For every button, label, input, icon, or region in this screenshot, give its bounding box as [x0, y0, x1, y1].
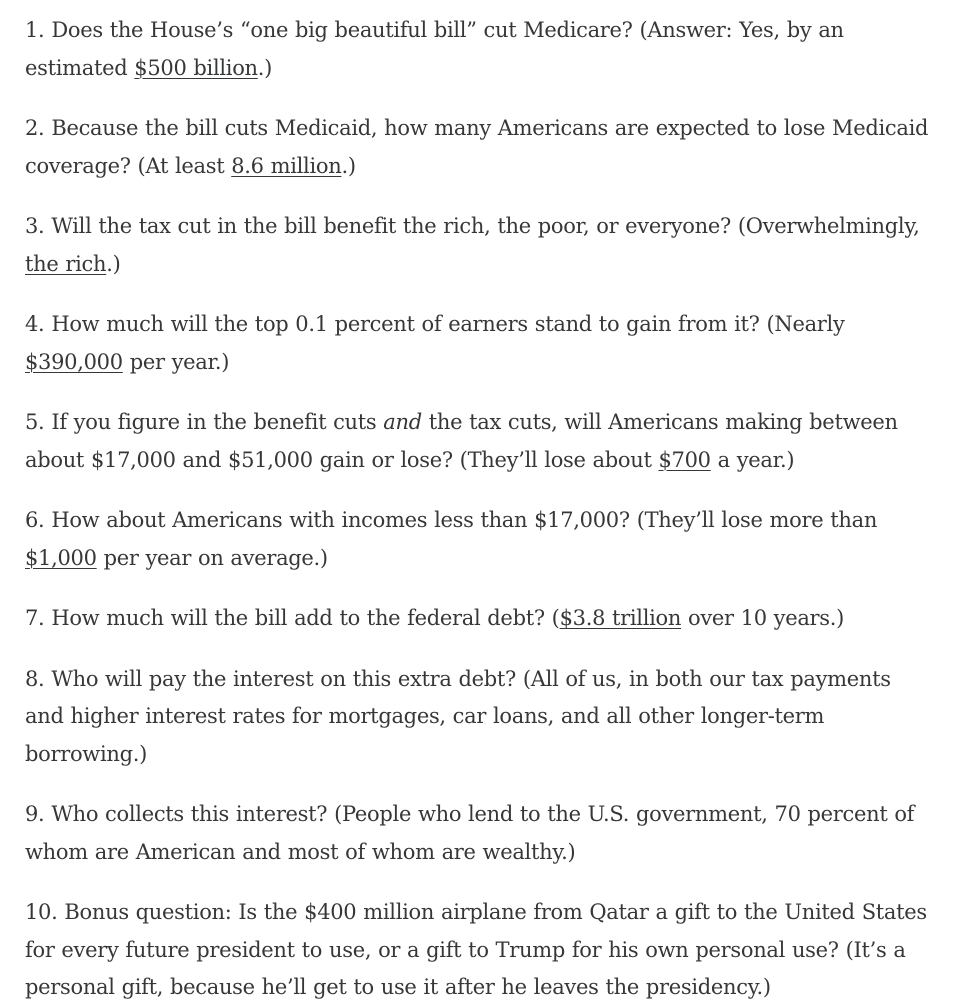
question-number: 3.	[25, 214, 45, 238]
question-number: 10.	[25, 900, 58, 924]
question-text: Does the House’s “one big beautiful bill” cut Medicare? (Answer: Yes, by an estimated	[25, 18, 844, 80]
question-7	[25, 600, 930, 638]
question-number: 2.	[25, 116, 45, 140]
question-1	[25, 12, 930, 87]
question-text: Who will pay the interest on this extra debt? (All of us, in both our tax payments and higher interest rates for mortgages, car loans, and all other longer-term borrowing.)	[25, 666, 891, 766]
question-text: Will the tax cut in the bill benefit the rich, the poor, or everyone? (Overwhelmingly,	[51, 214, 920, 238]
emphasis-text: and	[383, 410, 422, 434]
question-5	[25, 404, 930, 479]
question-text: If you figure in the benefit cuts	[51, 410, 384, 434]
question-text-end: .)	[257, 55, 273, 80]
question-9	[25, 796, 930, 871]
question-number: 7.	[25, 606, 45, 630]
question-number: 9.	[25, 802, 45, 826]
question-2	[25, 110, 930, 185]
source-link-390000[interactable]: $390,000	[25, 349, 123, 374]
question-number: 8.	[25, 666, 45, 691]
question-text: Bonus question: Is the $400 million airplane from Qatar a gift to the United States for every future president to use, or a gift to Trump for his own personal use? (It’s a personal gift, because he’ll get to use it after he leaves the presidency.)	[25, 900, 927, 999]
source-link-500-billion[interactable]: $500 billion	[134, 55, 258, 80]
source-link-the-rich[interactable]: the rich	[25, 251, 107, 276]
question-text-end: per year on average.)	[96, 545, 328, 570]
question-text-end: per year.)	[122, 349, 230, 374]
question-text-end: .)	[106, 251, 121, 276]
question-text-end: a year.)	[710, 447, 795, 472]
question-number: 4.	[25, 312, 45, 336]
source-link-700[interactable]: $700	[658, 447, 711, 472]
question-8	[25, 661, 930, 774]
question-10	[25, 894, 930, 1007]
question-text: How much will the top 0.1 percent of earners stand to gain from it? (Nearly	[51, 312, 845, 336]
source-link-8-6-million[interactable]: 8.6 million	[231, 153, 342, 178]
question-text-middle: the tax cuts, will Americans making between about $17,000 and $51,000 gain or lose? (They’ll lose about	[25, 410, 898, 472]
question-text-end: .)	[341, 153, 356, 178]
question-6	[25, 502, 930, 577]
question-number: 6.	[25, 508, 45, 532]
question-3	[25, 208, 930, 283]
source-link-3-8-trillion[interactable]: $3.8 trillion	[559, 606, 682, 630]
question-text: How much will the bill add to the federal debt? (	[51, 606, 560, 630]
question-text: Who collects this interest? (People who lend to the U.S. government, 70 percent of whom are American and most of whom are wealthy.)	[25, 802, 915, 864]
question-text: How about Americans with incomes less than $17,000? (They’ll lose more than	[51, 508, 878, 532]
source-link-1000[interactable]: $1,000	[25, 545, 97, 570]
question-number: 5.	[25, 410, 45, 434]
question-number: 1.	[25, 18, 45, 42]
question-text-end: over 10 years.)	[681, 606, 845, 630]
question-4	[25, 306, 930, 381]
question-text: Because the bill cuts Medicaid, how many Americans are expected to lose Medicaid coverage? (At least	[25, 116, 929, 178]
